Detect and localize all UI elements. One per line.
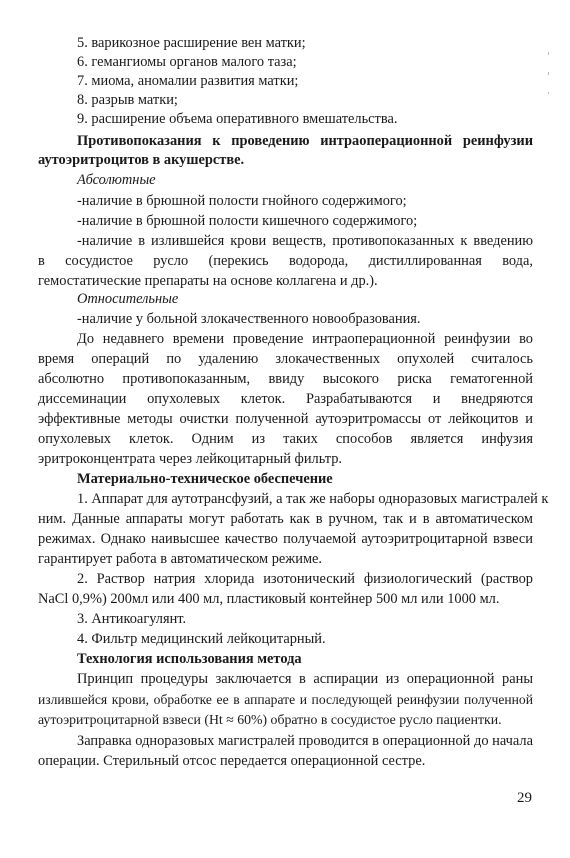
list-item: гемостатические препараты на основе коллагена и др.). xyxy=(38,273,378,289)
list-item: NaCl 0,9%) 200мл или 400 мл, пластиковый контейнер 500 мл или 1000 мл. xyxy=(38,591,500,607)
method-heading: Технология использования метода xyxy=(77,651,302,667)
list-item: в сосудистое русло (перекись водорода, дистиллированная вода, xyxy=(38,253,533,269)
paragraph-line: операции. Стерильный отсос передается операционной сестре. xyxy=(38,753,426,769)
paragraph-line: Заправка одноразовых магистралей проводится в операционной до начала xyxy=(77,733,533,749)
list-item: режимах. Однако наивысшее качество получаемой аутоэритроцитарной взвеси xyxy=(38,531,533,547)
scan-speck xyxy=(548,92,549,94)
list-item: 6. гемангиомы органов малого таза; xyxy=(77,54,297,70)
paragraph-line: эффективные методы очистки полученной аутоэритромассы от лейкоцитов и xyxy=(38,411,533,427)
absolute-label: Абсолютные xyxy=(77,172,156,188)
list-item: 1. Аппарат для аутотрансфузий, а так же наборы одноразовых магистралей к xyxy=(77,491,549,507)
list-item: -наличие в брюшной полости кишечного содержимого; xyxy=(77,213,418,229)
paragraph-line: излившейся крови, обработке ее в аппарате и последующей реинфузии полученной xyxy=(38,692,533,707)
scan-speck xyxy=(548,52,549,55)
list-item: 3. Антикоагулянт. xyxy=(77,611,187,627)
paragraph-line: абсолютно противопоказанным, ввиду высокого риска гематогенной xyxy=(38,371,533,387)
list-item: 5. варикозное расширение вен матки; xyxy=(77,35,306,51)
contraindications-heading: Противопоказания к проведению интраоперационной реинфузии xyxy=(77,133,533,149)
list-item: -наличие у больной злокачественного новообразования. xyxy=(77,311,421,327)
paragraph-line: опухолевых клеток. Одним из таких способов является инфузия xyxy=(38,431,533,447)
list-item: 7. миома, аномалии развития матки; xyxy=(77,73,299,89)
list-item: ним. Данные аппараты могут работать как в ручном, так и в автоматическом xyxy=(38,511,533,527)
paragraph-line: аутоэритроцитарной взвеси (Ht ≈ 60%) обратно в сосудистое русло пациентки. xyxy=(38,712,502,727)
list-item: 8. разрыв матки; xyxy=(77,92,178,108)
paragraph-line: диссеминации опухолевых клеток. Разрабатываются и внедряются xyxy=(38,391,533,407)
paragraph-line: До недавнего времени проведение интраоперационной реинфузии во xyxy=(77,331,533,347)
list-item: гарантирует работа в автоматическом режиме. xyxy=(38,551,323,567)
page-number: 29 xyxy=(517,790,532,806)
material-heading: Материально-техническое обеспечение xyxy=(77,471,333,487)
contraindications-heading: аутоэритроцитов в акушерстве. xyxy=(38,152,245,168)
list-item: 4. Фильтр медицинский лейкоцитарный. xyxy=(77,631,326,647)
list-item: -наличие в излившейся крови веществ, противопоказанных к введению xyxy=(77,233,533,249)
scan-speck xyxy=(548,72,549,75)
paragraph-line: время операций по удалению злокачественных опухолей считалось xyxy=(38,351,533,367)
list-item: 9. расширение объема оперативного вмешательства. xyxy=(77,111,398,127)
list-item: 2. Раствор натрия хлорида изотонический физиологический (раствор xyxy=(77,571,533,587)
list-item: -наличие в брюшной полости гнойного содержимого; xyxy=(77,193,407,209)
paragraph-line: Принцип процедуры заключается в аспирации из операционной раны xyxy=(77,671,533,687)
paragraph-line: эритроконцентрата через лейкоцитарный фильтр. xyxy=(38,451,342,467)
relative-label: Относительные xyxy=(77,291,179,307)
